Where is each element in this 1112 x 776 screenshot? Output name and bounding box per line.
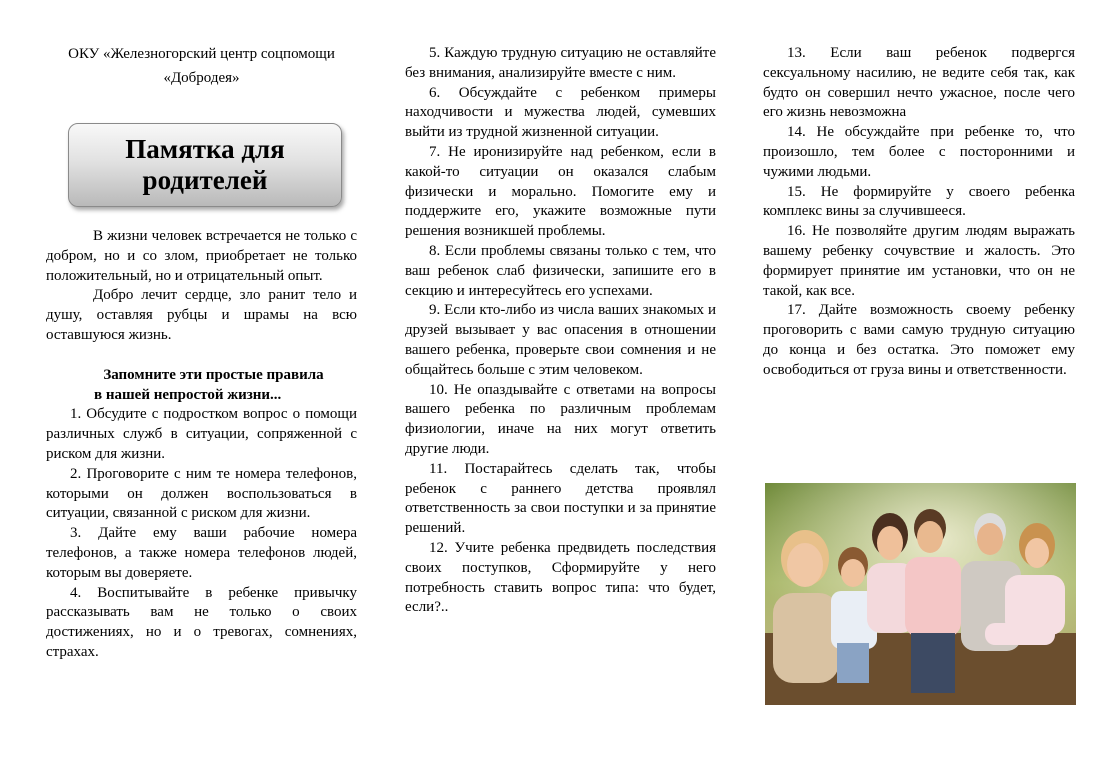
rules-heading-line-2: в нашей непростой жизни... (94, 386, 282, 403)
rule-14: 14. Не обсуждайте при ребенке то, что произошло, тем более с посторонними и чужими людьми. (763, 124, 1075, 180)
rule-6: 6. Обсуждайте с ребенком примеры находчивости и мужества людей, сумевших выйти из трудной жизненной ситуации. (405, 84, 716, 141)
intro-paragraph-1: В жизни человек встречается не только с добром, но и со злом, приобретает не только положительный, но и отрицательный опыт. (46, 228, 357, 284)
column-1 (46, 227, 357, 663)
rule-12: 12. Учите ребенка предвидеть последствия своих поступков, Сформируйте у него потребность ставить вопрос типа: что будет, если?.. (405, 539, 716, 616)
rule-16: 16. Не позволяйте другим людям выражать вашему ребенку сочувствие и жалость. Это формирует принятие им установки, что он не такой, как все. (763, 223, 1075, 299)
title-line-2: родителей (142, 165, 268, 195)
title-line-1: Памятка для (125, 134, 285, 164)
rules-heading-line-1: Запомните эти простые правила (103, 366, 324, 383)
rule-4: 4. Воспитывайте в ребенке привычку рассказывать вам не только о своих достижениях, но и о тревогах, сомнениях, страхах. (46, 584, 357, 660)
org-line-2: «Добродея» (163, 70, 240, 86)
family-photo (765, 483, 1076, 705)
rule-10: 10. Не опаздывайте с ответами на вопросы вашего ребенка по различным проблемам физиологии, иначе на них могут ответить другие люди. (405, 381, 716, 457)
column-3 (763, 44, 1075, 381)
rule-15: 15. Не формируйте у своего ребенка комплекс вины за случившееся. (763, 183, 1075, 220)
rule-8: 8. Если проблемы связаны только с тем, что ваш ребенок слаб физически, запишите его в секцию и интересуйтесь его успехами. (405, 242, 716, 299)
rule-13: 13. Если ваш ребенок подвергся сексуальному насилию, не ведите себя так, как будто он совершил нечто ужасное, после чего его жизнь невозможна (763, 45, 1075, 121)
rule-2: 2. Проговорите с ним те номера телефонов, которыми он должен воспользоваться в ситуации, связанной с риском для жизни. (46, 465, 357, 522)
rule-3: 3. Дайте ему ваши рабочие номера телефонов, а также номера телефонов людей, которым вы доверяете. (46, 525, 357, 581)
column-2 (405, 44, 716, 618)
rule-11: 11. Постарайтесь сделать так, чтобы ребенок с раннего детства проявлял ответственность за свои поступки и за принятие решений. (405, 460, 716, 537)
rule-9: 9. Если кто-либо из числа ваших знакомых и друзей вызывает у вас опасения в отношении вашего ребенка, проверьте свои сомнения и не общайтесь больше с этим человеком. (405, 302, 716, 378)
page-title (85, 134, 325, 196)
intro-paragraph-2: Добро лечит сердце, зло ранит тело и душу, оставляя рубцы и шрамы на всю оставшуюся жизнь. (46, 287, 357, 343)
rule-5: 5. Каждую трудную ситуацию не оставляйте без внимания, анализируйте вместе с ним. (405, 45, 716, 81)
rule-1: 1. Обсудите с подростком вопрос о помощи различных служб в ситуации, сопряженной с риском для жизни. (46, 406, 357, 462)
rule-17: 17. Дайте возможность своему ребенку проговорить с вами самую трудную ситуацию до конца и без остатка. Это поможет ему освободиться от груза вины и ответственности. (763, 302, 1075, 378)
rule-7: 7. Не иронизируйте над ребенком, если в какой-то ситуации он оказался слабым физически и морально. Помогите ему и поддержите его, укажите возможные пути решения возникшей проблемы. (405, 143, 716, 240)
organization-name (46, 42, 357, 90)
title-banner (68, 123, 342, 207)
org-line-1: ОКУ «Железногорский центр соцпомощи (68, 46, 335, 62)
